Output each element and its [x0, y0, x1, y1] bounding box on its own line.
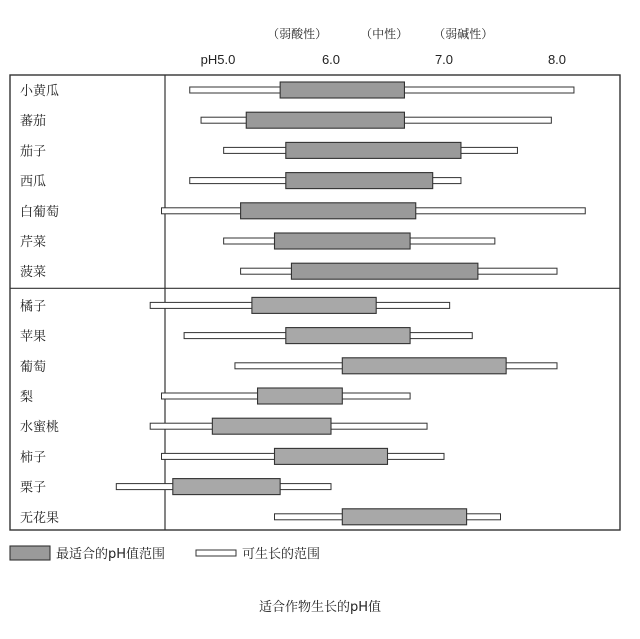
optimal-range-bar: [252, 297, 376, 313]
crop-name: 菠菜: [20, 265, 47, 281]
crop-row: [20, 509, 501, 526]
optimal-range-bar: [173, 479, 280, 495]
crop-row: [20, 173, 461, 190]
crop-name: 芹菜: [20, 235, 47, 250]
crop-row: [20, 328, 472, 345]
chart-caption: 适合作物生长的pH值: [258, 600, 382, 615]
optimal-range-bar: [246, 112, 404, 128]
crop-name: 蕃茄: [20, 114, 47, 130]
optimal-range-bar: [286, 173, 433, 189]
optimal-range-bar: [286, 142, 461, 158]
crop-row: [20, 418, 427, 435]
crop-name: 茄子: [20, 144, 47, 160]
zone-label: （弱酸性）: [267, 27, 328, 41]
x-tick-label: 8.0: [547, 52, 567, 67]
crop-row: [20, 388, 410, 405]
optimal-range-bar: [342, 509, 466, 525]
crop-row: [20, 358, 557, 375]
crop-row: [20, 297, 450, 314]
optimal-range-bar: [258, 388, 343, 404]
x-tick-label: 7.0: [434, 52, 454, 67]
optimal-range-bar: [275, 233, 411, 249]
zone-label: （中性）: [360, 27, 409, 41]
crop-name: 苹果: [20, 329, 47, 345]
crop-row: [20, 479, 331, 496]
crop-row: [20, 112, 551, 129]
crop-name: 葡萄: [20, 359, 47, 375]
optimal-range-bar: [342, 358, 506, 374]
legend-optimal-swatch: [10, 546, 50, 560]
legend-growable-label: 可生长的范围: [242, 547, 321, 562]
optimal-range-bar: [241, 203, 416, 219]
zone-label: （弱碱性）: [433, 27, 494, 41]
crop-name: 西瓜: [20, 174, 47, 190]
crop-name: 栗子: [20, 480, 47, 496]
crop-name: 橘子: [20, 299, 47, 315]
crop-row: [20, 142, 517, 159]
x-tick-label: 6.0: [321, 52, 341, 67]
crop-name: 梨: [20, 390, 34, 405]
crop-name: 无花果: [20, 510, 60, 526]
crop-name: 水蜜桃: [20, 420, 60, 436]
crop-row: [20, 233, 495, 250]
x-tick-label: pH5.0: [200, 52, 236, 67]
crop-name: 小黄瓜: [20, 84, 60, 99]
optimal-range-bar: [291, 263, 477, 279]
legend-growable-swatch: [196, 550, 236, 556]
optimal-range-bar: [275, 448, 388, 464]
optimal-range-bar: [212, 418, 331, 434]
optimal-range-bar: [280, 82, 404, 98]
crop-row: [20, 448, 444, 465]
legend-optimal-label: 最适合的pH值范围: [56, 547, 166, 562]
crop-row: [20, 203, 585, 220]
crop-name: 柿子: [20, 450, 47, 466]
crop-row: [20, 82, 574, 99]
crop-row: [20, 263, 557, 280]
crop-name: 白葡萄: [20, 204, 60, 220]
optimal-range-bar: [286, 328, 410, 344]
